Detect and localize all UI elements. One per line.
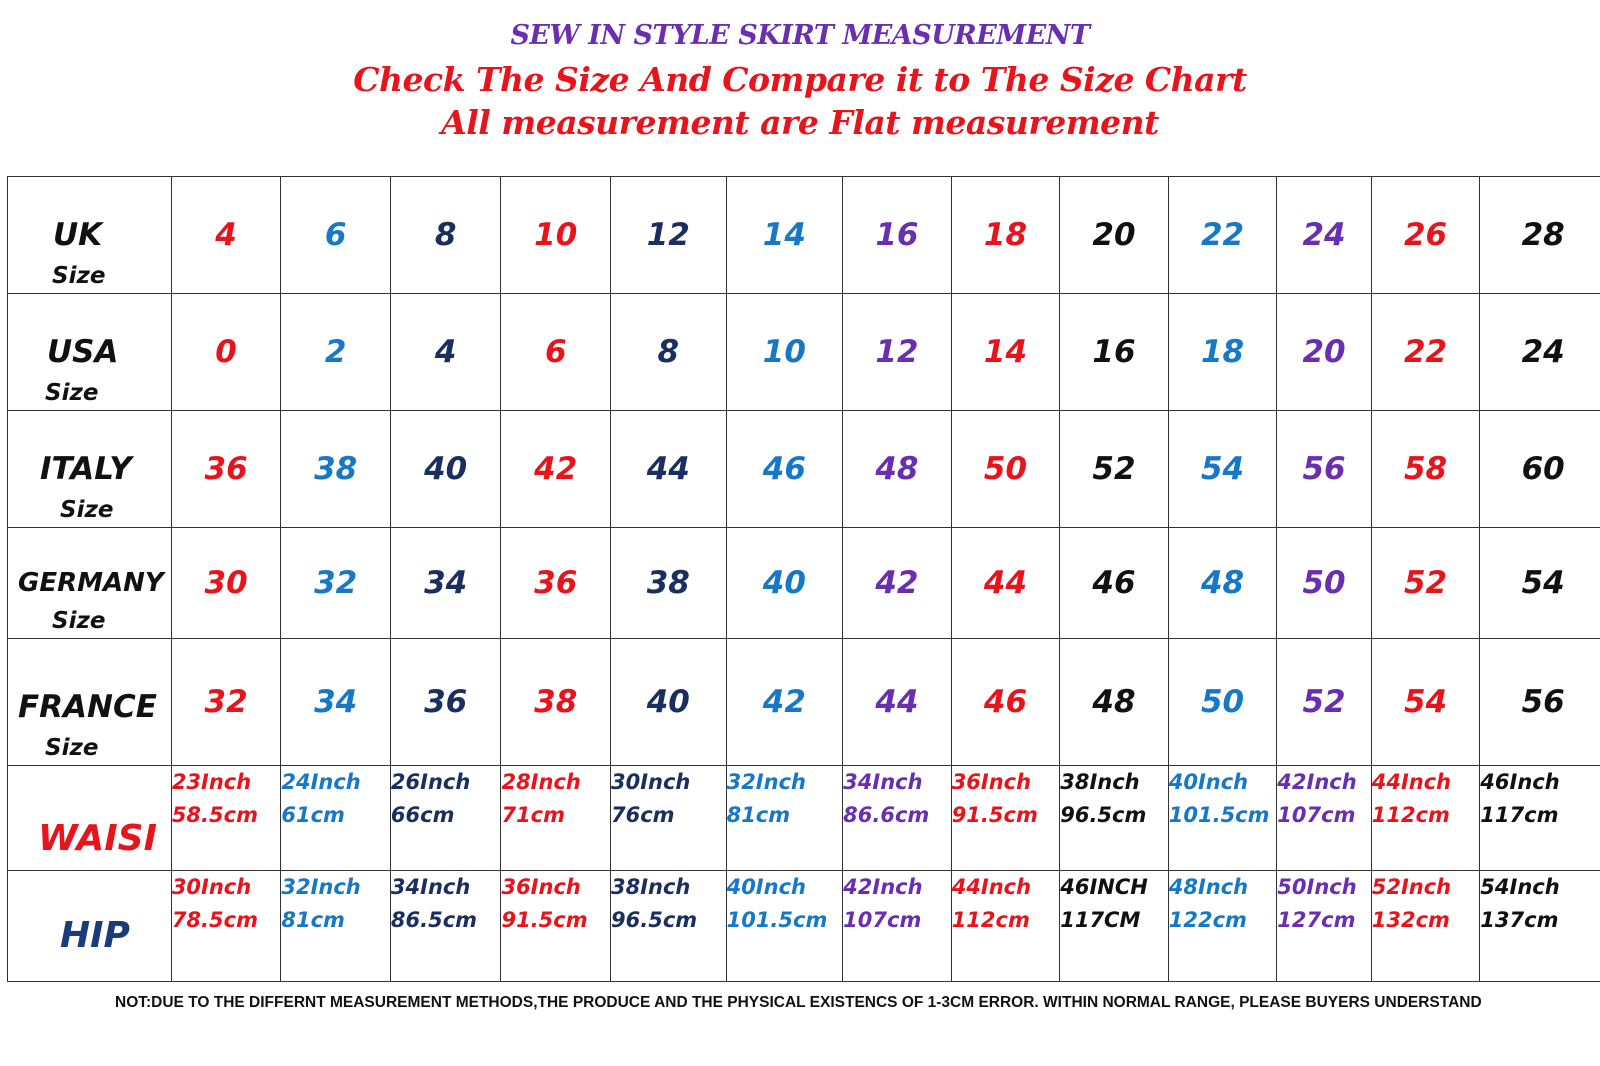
waist-cm-value: 107cm [1277, 803, 1356, 827]
hip-cm-value: 91.5cm [501, 908, 588, 932]
hip-inch-value: 42Inch [843, 875, 923, 899]
germany-sublabel: Size [52, 608, 106, 634]
hip-label-cell [8, 871, 172, 982]
waist-inch-value: 23Inch [171, 770, 252, 794]
hip-cell [843, 871, 952, 982]
hip-cm-value: 137cm [1480, 908, 1559, 932]
hip-cell [1277, 871, 1371, 982]
waist-inch-value: 26Inch [390, 770, 471, 794]
hip-inch-value: 32Inch [281, 875, 361, 899]
instruction-line: Check The Size And Compare it to The Size Chart [353, 60, 1247, 99]
hip-cell [501, 871, 611, 982]
waist-cell [171, 766, 281, 871]
italy-size-value: 58 [1371, 411, 1480, 528]
hip-cm-value: 132cm [1371, 908, 1450, 932]
uk-label: UK [53, 217, 103, 253]
usa-size-value: 16 [1060, 294, 1169, 411]
uk-size-value: 10 [501, 177, 611, 294]
uk-size-value: 22 [1168, 177, 1277, 294]
waist-cm-value: 91.5cm [951, 803, 1038, 827]
waist-cell [1060, 766, 1169, 871]
italy-size-value: 40 [390, 411, 501, 528]
waist-cm-value: 86.6cm [843, 803, 930, 827]
germany-size-value: 32 [281, 528, 391, 639]
germany-label: GERMANY [18, 568, 164, 598]
germany-size-value: 30 [171, 528, 281, 639]
france-sublabel: Size [45, 735, 99, 761]
germany-row [8, 528, 1600, 639]
hip-cm-value: 117CM [1060, 908, 1141, 932]
uk-size-value: 8 [390, 177, 501, 294]
italy-sublabel: Size [60, 497, 114, 523]
hip-cm-value: 127cm [1277, 908, 1356, 932]
waist-cell [1371, 766, 1480, 871]
italy-size-value: 52 [1060, 411, 1169, 528]
italy-size-value: 36 [171, 411, 281, 528]
waist-cell [951, 766, 1060, 871]
usa-sublabel: Size [45, 380, 99, 406]
germany-size-value: 42 [843, 528, 952, 639]
waist-inch-value: 34Inch [843, 770, 923, 794]
measurement-note: All measurement are Flat measurement [441, 103, 1159, 142]
waist-cm-value: 81cm [726, 803, 791, 827]
uk-size-value: 20 [1060, 177, 1169, 294]
uk-size-value: 4 [171, 177, 281, 294]
hip-cell [611, 871, 727, 982]
usa-size-value: 8 [611, 294, 727, 411]
hip-inch-value: 52Inch [1371, 875, 1452, 899]
france-size-value: 52 [1277, 639, 1371, 766]
hip-cm-value: 96.5cm [611, 908, 698, 932]
hip-cell [281, 871, 391, 982]
italy-size-value: 56 [1277, 411, 1371, 528]
hip-cm-value: 107cm [843, 908, 922, 932]
hip-inch-value: 36Inch [501, 875, 581, 899]
usa-size-value: 10 [726, 294, 843, 411]
france-size-value: 46 [951, 639, 1060, 766]
france-size-value: 40 [611, 639, 727, 766]
france-size-value: 34 [281, 639, 391, 766]
usa-size-value: 12 [843, 294, 952, 411]
waist-row [8, 766, 1600, 871]
waist-cm-value: 66cm [390, 803, 455, 827]
hip-cell [390, 871, 501, 982]
uk-size-value: 6 [281, 177, 391, 294]
italy-label: ITALY [40, 451, 132, 487]
france-row [8, 639, 1600, 766]
waist-cm-value: 101.5cm [1168, 803, 1270, 827]
waist-cell [501, 766, 611, 871]
waist-cm-value: 71cm [501, 803, 566, 827]
waist-cm-value: 96.5cm [1060, 803, 1147, 827]
waist-cell [390, 766, 501, 871]
waist-cell [1480, 766, 1600, 871]
uk-size-value: 26 [1371, 177, 1480, 294]
waist-label-cell [8, 766, 172, 871]
uk-size-value: 16 [843, 177, 952, 294]
france-label: FRANCE [18, 689, 157, 725]
hip-cm-value: 112cm [951, 908, 1030, 932]
hip-cell [951, 871, 1060, 982]
hip-cell [1371, 871, 1480, 982]
france-size-value: 48 [1060, 639, 1169, 766]
waist-inch-value: 46Inch [1480, 770, 1560, 794]
france-label-cell [8, 639, 172, 766]
waist-inch-value: 42Inch [1277, 770, 1357, 794]
disclaimer-footer: NOT:DUE TO THE DIFFERNT MEASUREMENT METHODS,THE PRODUCE AND THE PHYSICAL EXISTENCS OF 1-3CM ERROR. WITHIN NORMAL RANGE, PLEASE BUYERS UNDERSTAND [115, 994, 1482, 1011]
italy-label-cell [8, 411, 172, 528]
usa-size-value: 20 [1277, 294, 1371, 411]
france-size-value: 42 [726, 639, 843, 766]
italy-size-value: 38 [281, 411, 391, 528]
hip-cm-value: 78.5cm [171, 908, 258, 932]
france-size-value: 32 [171, 639, 281, 766]
usa-size-value: 18 [1168, 294, 1277, 411]
usa-row [8, 294, 1600, 411]
hip-inch-value: 38Inch [611, 875, 691, 899]
uk-size-value: 24 [1277, 177, 1371, 294]
hip-inch-value: 30Inch [171, 875, 252, 899]
france-size-value: 36 [390, 639, 501, 766]
hip-inch-value: 50Inch [1277, 875, 1357, 899]
usa-size-value: 24 [1480, 294, 1600, 411]
hip-cell [1480, 871, 1600, 982]
italy-size-value: 54 [1168, 411, 1277, 528]
uk-size-value: 28 [1480, 177, 1600, 294]
hip-inch-value: 44Inch [951, 875, 1032, 899]
france-size-value: 54 [1371, 639, 1480, 766]
waist-cm-value: 61cm [281, 803, 345, 827]
waist-inch-value: 44Inch [1371, 770, 1452, 794]
usa-size-value: 6 [501, 294, 611, 411]
hip-cm-value: 86.5cm [390, 908, 478, 932]
usa-size-value: 0 [171, 294, 281, 411]
waist-cell [843, 766, 952, 871]
uk-size-value: 12 [611, 177, 727, 294]
uk-row [8, 177, 1600, 294]
france-size-value: 56 [1480, 639, 1600, 766]
usa-size-value: 22 [1371, 294, 1480, 411]
italy-size-value: 50 [951, 411, 1060, 528]
waist-cell [281, 766, 391, 871]
waist-cell [1168, 766, 1277, 871]
usa-label: USA [47, 334, 119, 370]
hip-cm-value: 122cm [1168, 908, 1247, 932]
italy-size-value: 44 [611, 411, 727, 528]
germany-size-value: 54 [1480, 528, 1600, 639]
waist-inch-value: 40Inch [1168, 770, 1249, 794]
usa-size-value: 4 [390, 294, 501, 411]
hip-inch-value: 34Inch [390, 875, 471, 899]
hip-cm-value: 81cm [281, 908, 345, 932]
germany-label-cell [8, 528, 172, 639]
waist-cm-value: 58.5cm [171, 803, 258, 827]
hip-inch-value: 46INCH [1060, 875, 1148, 899]
uk-size-value: 14 [726, 177, 843, 294]
hip-cm-value: 101.5cm [726, 908, 828, 932]
uk-label-cell [8, 177, 172, 294]
usa-label-cell [8, 294, 172, 411]
uk-size-value: 18 [951, 177, 1060, 294]
germany-size-value: 34 [390, 528, 501, 639]
france-size-value: 38 [501, 639, 611, 766]
hip-cell [726, 871, 843, 982]
france-size-value: 44 [843, 639, 952, 766]
waist-inch-value: 30Inch [611, 770, 691, 794]
usa-size-value: 2 [281, 294, 391, 411]
germany-size-value: 50 [1277, 528, 1371, 639]
hip-inch-value: 54Inch [1480, 875, 1560, 899]
hip-inch-value: 48Inch [1168, 875, 1249, 899]
waist-cm-value: 76cm [611, 803, 675, 827]
usa-size-value: 14 [951, 294, 1060, 411]
waist-label: WAISI [38, 818, 158, 859]
hip-inch-value: 40Inch [726, 875, 806, 899]
germany-size-value: 36 [501, 528, 611, 639]
hip-cell [1060, 871, 1169, 982]
italy-row [8, 411, 1600, 528]
germany-size-value: 38 [611, 528, 727, 639]
hip-row [8, 871, 1600, 982]
waist-inch-value: 38Inch [1060, 770, 1140, 794]
waist-cm-value: 112cm [1371, 803, 1450, 827]
italy-size-value: 60 [1480, 411, 1600, 528]
waist-cell [726, 766, 843, 871]
hip-cell [1168, 871, 1277, 982]
italy-size-value: 46 [726, 411, 843, 528]
waist-inch-value: 24Inch [281, 770, 361, 794]
size-chart-table [7, 176, 1600, 982]
waist-cell [1277, 766, 1371, 871]
germany-size-value: 46 [1060, 528, 1169, 639]
page-title: SEW IN STYLE SKIRT MEASUREMENT [510, 20, 1090, 51]
germany-size-value: 44 [951, 528, 1060, 639]
waist-cm-value: 117cm [1480, 803, 1559, 827]
waist-inch-value: 28Inch [501, 770, 581, 794]
waist-inch-value: 36Inch [951, 770, 1032, 794]
italy-size-value: 42 [501, 411, 611, 528]
germany-size-value: 40 [726, 528, 843, 639]
italy-size-value: 48 [843, 411, 952, 528]
uk-sublabel: Size [52, 263, 106, 289]
waist-cell [611, 766, 727, 871]
hip-cell [171, 871, 281, 982]
hip-label: HIP [60, 915, 130, 956]
france-size-value: 50 [1168, 639, 1277, 766]
germany-size-value: 48 [1168, 528, 1277, 639]
waist-inch-value: 32Inch [726, 770, 806, 794]
germany-size-value: 52 [1371, 528, 1480, 639]
